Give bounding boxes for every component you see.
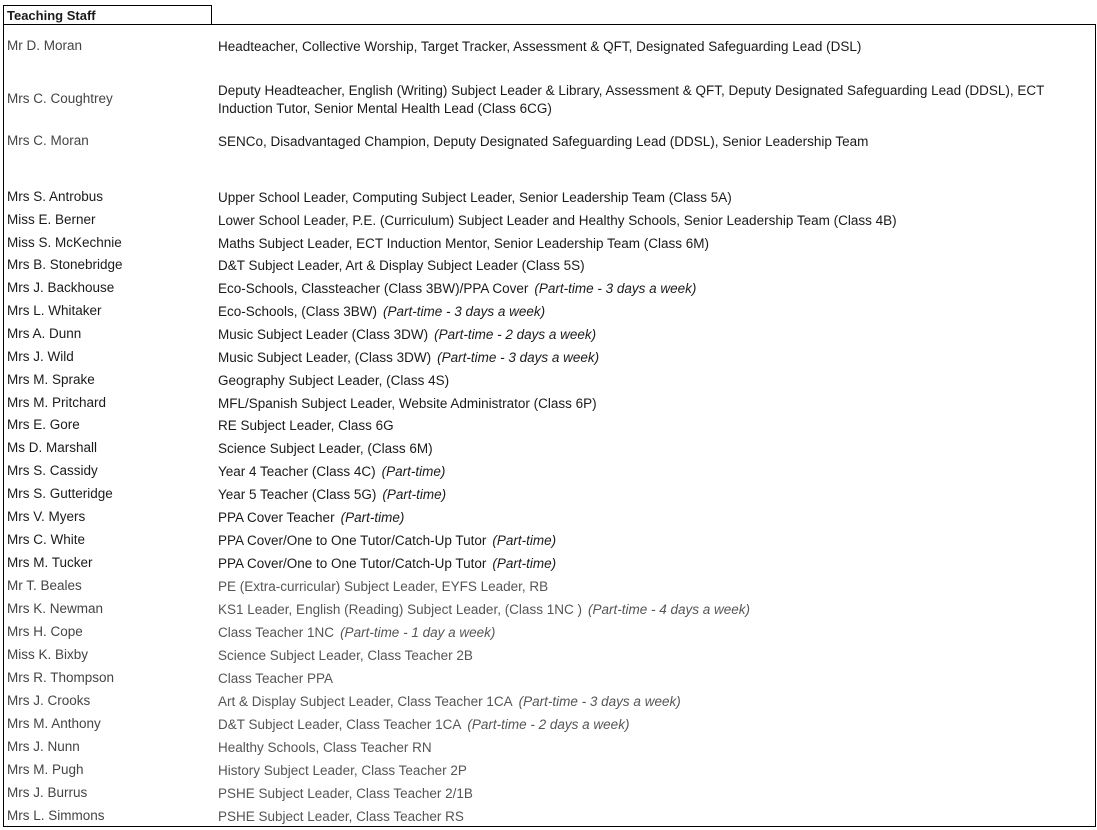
part-time-note: (Part-time) — [340, 510, 405, 525]
staff-role — [218, 372, 1078, 390]
staff-name: Mrs A. Dunn — [7, 326, 82, 341]
staff-role — [218, 785, 1078, 803]
staff-role — [218, 624, 1078, 642]
staff-role-text: Art & Display Subject Leader, Class Teacher 1CA — [218, 694, 513, 709]
part-time-note: (Part-time - 2 days a week) — [467, 717, 630, 732]
staff-name: Mrs J. Nunn — [7, 739, 80, 754]
staff-name: Mrs H. Cope — [7, 624, 83, 639]
staff-role — [218, 647, 1078, 665]
staff-name: Mrs L. Whitaker — [7, 303, 102, 318]
staff-role-text: Science Subject Leader, Class Teacher 2B — [218, 648, 473, 663]
staff-name: Mrs J. Backhouse — [7, 280, 115, 295]
staff-role-text: Eco-Schools, (Class 3BW) — [218, 304, 378, 319]
staff-name: Mrs M. Pugh — [7, 762, 84, 777]
staff-name: Mrs R. Thompson — [7, 670, 115, 685]
staff-role-text: D&T Subject Leader, Class Teacher 1CA — [218, 717, 462, 732]
staff-role — [218, 395, 1078, 413]
staff-role-text: MFL/Spanish Subject Leader, Website Administrator (Class 6P) — [218, 396, 597, 411]
staff-role-text: Class Teacher PPA — [218, 671, 334, 686]
staff-role-text: History Subject Leader, Class Teacher 2P — [218, 763, 467, 778]
part-time-note: (Part-time - 3 days a week) — [383, 304, 546, 319]
staff-role — [218, 38, 1078, 56]
staff-name: Mrs J. Wild — [7, 349, 74, 364]
staff-name: Miss E. Berner — [7, 212, 96, 227]
staff-role-text: Lower School Leader, P.E. (Curriculum) Subject Leader and Healthy Schools, Senior Leadership Team (Class 4B) — [218, 213, 897, 228]
part-time-note: (Part-time - 2 days a week) — [434, 327, 597, 342]
staff-role-text: RE Subject Leader, Class 6G — [218, 418, 394, 433]
staff-role — [218, 463, 1078, 481]
staff-role — [218, 440, 1078, 458]
staff-name: Ms D. Marshall — [7, 440, 98, 455]
staff-role-text: Geography Subject Leader, (Class 4S) — [218, 373, 450, 388]
staff-role-text: Maths Subject Leader, ECT Induction Mentor, Senior Leadership Team (Class 6M) — [218, 236, 710, 251]
staff-role-text: Music Subject Leader, (Class 3DW) — [218, 350, 432, 365]
staff-role — [218, 693, 1078, 711]
staff-role-text: Headteacher, Collective Worship, Target Tracker, Assessment & QFT, Designated Safeguarding Lead (DSL) — [218, 39, 862, 54]
staff-role-text: PPA Cover/One to One Tutor/Catch-Up Tutor — [218, 556, 487, 571]
staff-name: Miss K. Bixby — [7, 647, 89, 662]
staff-role-text: Upper School Leader, Computing Subject Leader, Senior Leadership Team (Class 5A) — [218, 190, 732, 205]
staff-name: Mrs S. Cassidy — [7, 463, 98, 478]
part-time-note: (Part-time - 3 days a week) — [534, 281, 697, 296]
staff-name: Mr D. Moran — [7, 38, 83, 53]
part-time-note: (Part-time) — [382, 487, 447, 502]
staff-role — [218, 555, 1078, 573]
staff-role-text: PPA Cover Teacher — [218, 510, 335, 525]
staff-role — [218, 532, 1078, 550]
staff-role — [218, 486, 1078, 504]
staff-role — [218, 303, 1078, 321]
staff-role-text: PPA Cover/One to One Tutor/Catch-Up Tutor — [218, 533, 487, 548]
staff-role-text: Healthy Schools, Class Teacher RN — [218, 740, 432, 755]
staff-role — [218, 601, 1078, 619]
staff-name: Mrs J. Burrus — [7, 785, 88, 800]
staff-role-text: Science Subject Leader, (Class 6M) — [218, 441, 433, 456]
staff-name: Mrs C. Coughtrey — [7, 91, 113, 106]
staff-role-text: PSHE Subject Leader, Class Teacher RS — [218, 809, 464, 824]
staff-role — [218, 808, 1078, 826]
staff-role-text: Year 4 Teacher (Class 4C) — [218, 464, 376, 479]
staff-role — [218, 670, 1078, 688]
staff-name: Mrs M. Sprake — [7, 372, 95, 387]
staff-role — [218, 235, 1078, 253]
staff-role — [218, 280, 1078, 298]
staff-role-text: Music Subject Leader (Class 3DW) — [218, 327, 429, 342]
staff-role — [218, 189, 1078, 207]
staff-name: Mrs C. White — [7, 532, 86, 547]
staff-name: Mrs S. Gutteridge — [7, 486, 113, 501]
staff-role-text: PSHE Subject Leader, Class Teacher 2/1B — [218, 786, 473, 801]
staff-role — [218, 257, 1078, 275]
staff-name: Mrs V. Myers — [7, 509, 86, 524]
staff-role — [218, 82, 1078, 118]
staff-name: Mrs S. Antrobus — [7, 189, 104, 204]
staff-name: Mrs K. Newman — [7, 601, 104, 616]
staff-role — [218, 716, 1078, 734]
staff-name: Miss S. McKechnie — [7, 235, 122, 250]
staff-role-text: SENCo, Disadvantaged Champion, Deputy Designated Safeguarding Lead (DDSL), Senior Leadership Team — [218, 134, 869, 149]
staff-name: Mrs E. Gore — [7, 417, 80, 432]
staff-role — [218, 212, 1078, 230]
staff-role — [218, 133, 1078, 151]
staff-role-text: Deputy Headteacher, English (Writing) Subject Leader & Library, Assessment & QFT, Deputy Designated Safeguarding Lead (DDSL), ECT Induction Tutor, Senior Mental Health Lead (Class 6CG) — [218, 83, 1045, 116]
staff-role-text: Class Teacher 1NC — [218, 625, 335, 640]
staff-name: Mrs J. Crooks — [7, 693, 91, 708]
staff-role — [218, 578, 1078, 596]
part-time-note: (Part-time) — [492, 556, 557, 571]
part-time-note: (Part-time - 3 days a week) — [518, 694, 681, 709]
staff-role-text: PE (Extra-curricular) Subject Leader, EYFS Leader, RB — [218, 579, 549, 594]
staff-role-text: D&T Subject Leader, Art & Display Subject Leader (Class 5S) — [218, 258, 585, 273]
part-time-note: (Part-time - 4 days a week) — [587, 602, 750, 617]
staff-name: Mrs B. Stonebridge — [7, 257, 123, 272]
staff-name: Mrs M. Anthony — [7, 716, 101, 731]
staff-name: Mrs M. Pritchard — [7, 395, 107, 410]
staff-name: Mrs C. Moran — [7, 133, 89, 148]
staff-name: Mrs L. Simmons — [7, 808, 105, 823]
staff-role — [218, 739, 1078, 757]
staff-role — [218, 326, 1078, 344]
staff-role-text: Year 5 Teacher (Class 5G) — [218, 487, 377, 502]
part-time-note: (Part-time - 1 day a week) — [340, 625, 496, 640]
section-title: Teaching Staff — [3, 5, 212, 24]
part-time-note: (Part-time) — [381, 464, 446, 479]
staff-name: Mr T. Beales — [7, 578, 82, 593]
staff-role-text: KS1 Leader, English (Reading) Subject Leader, (Class 1NC ) — [218, 602, 582, 617]
staff-role — [218, 349, 1078, 367]
staff-role — [218, 762, 1078, 780]
part-time-note: (Part-time) — [492, 533, 557, 548]
staff-table — [3, 24, 1096, 827]
staff-role-text: Eco-Schools, Classteacher (Class 3BW)/PPA Cover — [218, 281, 529, 296]
staff-role — [218, 417, 1078, 435]
staff-name: Mrs M. Tucker — [7, 555, 93, 570]
part-time-note: (Part-time - 3 days a week) — [437, 350, 600, 365]
staff-role — [218, 509, 1078, 527]
